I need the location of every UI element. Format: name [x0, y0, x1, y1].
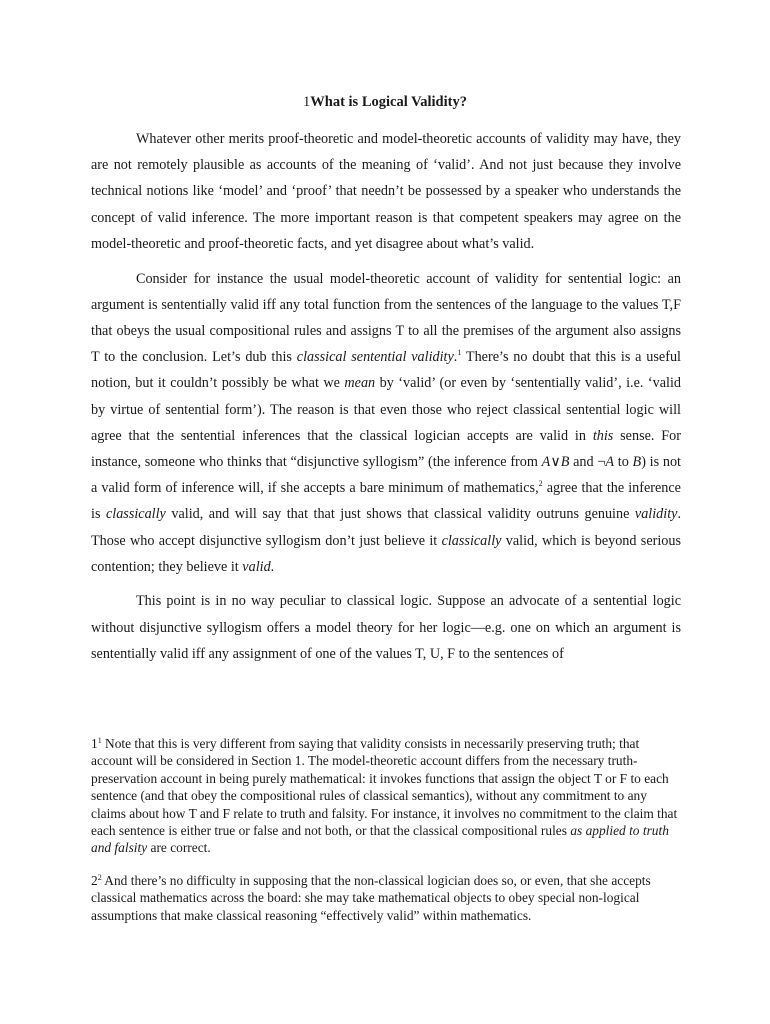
section-title [0, 94, 770, 111]
emphasis: classically [441, 532, 502, 549]
emphasis: mean [344, 375, 376, 392]
emphasis: as applied to truth and falsity [91, 823, 669, 856]
paragraph [91, 588, 681, 667]
text-run: agree that the inference is [91, 480, 681, 523]
text-run: are correct. [147, 840, 211, 856]
text-run: Consider for instance the usual model-theoretic account of validity for sentential logic: an argument is sententially valid iff any total function from the sentences of the language to the values T,F that obeys the usual compositional rules and assigns T to all the premises of the argument also assigns T to the conclusion. Let’s dub this [91, 270, 681, 366]
text-run: ) is not a valid form of inference will, if she accepts a bare minimum of mathematics, [91, 453, 681, 497]
text-run: valid, which is beyond serious contention; they believe it [91, 532, 681, 575]
text-run: There’s no doubt that this is a useful notion, but it couldn’t possibly be what we [91, 349, 681, 392]
emphasis: A [605, 453, 615, 470]
section-title-text: What is Logical Validity? [310, 94, 467, 110]
text-run: valid, and will say that that just shows that classical validity outruns genuine [165, 506, 635, 523]
emphasis: validity [634, 506, 678, 523]
footnote-ref: 2 [538, 479, 543, 489]
emphasis: A [541, 453, 551, 470]
text-run: . Those who accept disjunctive syllogism don’t just believe it [91, 506, 681, 549]
text-run: Note that this is very different from saying that validity consists in necessarily preserving truth; that account will be considered in Section 1. The model-theoretic account differs from the necessary truth-preservation account in being purely mathematical: it invokes functions that assign the object T or F to each sentence (and that obey the compositional rules of classical semantics), without any commitment to any claims about how T and F relate to truth and falsity. For instance, it involves no commitment to the claim that each sentence is either true or false and not both, or that the classical compositional rules [91, 736, 678, 839]
emphasis: this [592, 427, 614, 444]
text-run: And there’s no difficulty in supposing that the non-classical logician does so, or even, that she accepts classical mathematics across the board: she may take mathematical objects to obey special non-logical assumptions that make classical reasoning “effectively valid” within mathematics. [91, 873, 651, 923]
text-run: sense. For instance, someone who thinks that “disjunctive syllogism” (the inference from [91, 427, 681, 470]
body-text [91, 126, 681, 667]
paragraph [91, 126, 681, 257]
emphasis: classical sentential validity [296, 349, 454, 366]
text-run: . [270, 558, 275, 575]
text-run: . [453, 349, 458, 366]
text-run: This point is in no way peculiar to classical logic. Suppose an advocate of a sentential logic without disjunctive syllogism offers a model theory for her logic—e.g. one on which an argument is sententially valid iff any assignment of one of the values T, U, F to the sentences of [91, 593, 681, 662]
footnote-marker: $2^2$ [91, 873, 102, 888]
footnote-marker: $1^1$ [91, 736, 102, 751]
text-run: to [614, 453, 633, 470]
footnote-text [91, 736, 677, 855]
footnote [91, 735, 681, 857]
text-run: and ¬ [569, 453, 606, 470]
paragraph [91, 266, 681, 580]
section-number: 1 [303, 94, 311, 110]
footnote [91, 872, 681, 924]
emphasis: B [560, 453, 570, 470]
footnote-ref: 1 [457, 348, 462, 358]
emphasis: valid [242, 558, 271, 575]
emphasis: B [632, 453, 642, 470]
text-run: by ‘valid’ (or even by ‘sententially valid’, i.e. ‘valid by virtue of sentential form’). The reason is that even those who reject classical sentential logic will agree that the sentential inferences that the classical logician accepts are valid in [91, 375, 682, 444]
footnote-text [91, 873, 651, 923]
text-run: Whatever other merits proof-theoretic and model-theoretic accounts of validity may have, they are not remotely plausible as accounts of the meaning of ‘valid’. And not just because they involve technical notions like ‘model’ and ‘proof’ that needn’t be possessed by a speaker who understands the concept of valid inference. The more important reason is that competent speakers may agree on the model-theoretic and proof-theoretic facts, and yet disagree about what’s valid. [91, 131, 681, 252]
emphasis: classically [105, 506, 166, 523]
text-run: ∨ [550, 453, 561, 470]
